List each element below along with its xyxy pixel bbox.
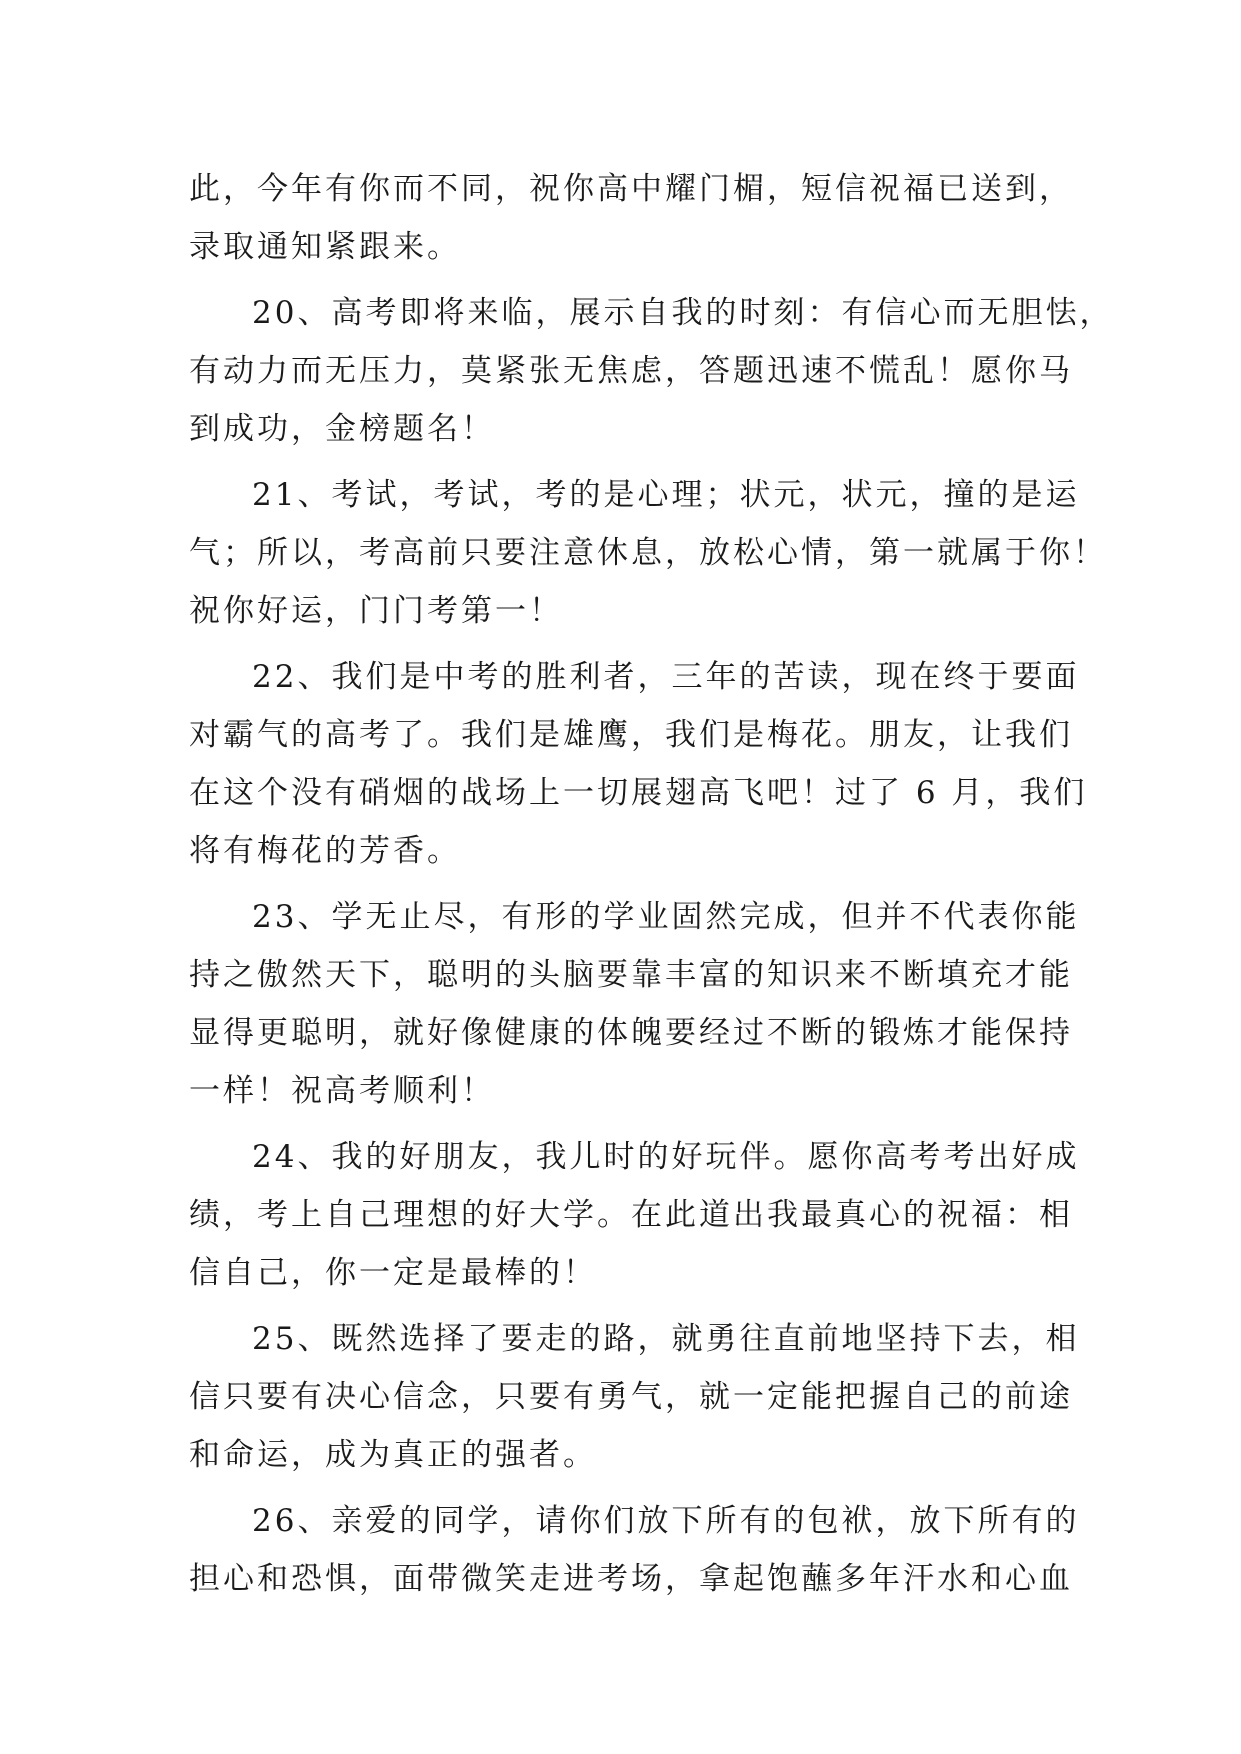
text-line: 录取通知紧跟来。 [189,229,461,265]
text-line: 持之傲然天下，聪明的头脑要靠丰富的知识来不断填充才能 [189,957,1073,993]
paragraph-item-22 [189,648,1088,880]
text-line: 25、既然选择了要走的路，就勇往直前地坚持下去，相 [252,1321,1080,1357]
text-line: 和命运，成为真正的强者。 [189,1437,597,1473]
text-line: 祝你好运，门门考第一！ [189,593,563,629]
text-line: 绩，考上自己理想的好大学。在此道出我最真心的祝福：相 [189,1197,1073,1233]
text-line: 担心和恐惧，面带微笑走进考场，拿起饱蘸多年汗水和心血 [189,1561,1073,1597]
text-line: 将有梅花的芳香。 [189,833,461,869]
paragraph-item-21 [189,466,1107,640]
paragraph-item-26 [189,1492,1080,1608]
text-line: 一样！祝高考顺利！ [189,1073,495,1109]
paragraph-item-24 [189,1128,1080,1302]
text-line: 此，今年有你而不同，祝你高中耀门楣，短信祝福已送到， [189,171,1073,207]
paragraph-item-23 [189,888,1080,1120]
paragraph-item-25 [189,1310,1080,1484]
paragraph-item-20 [189,284,1114,458]
text-line: 23、学无止尽，有形的学业固然完成，但并不代表你能 [252,899,1080,935]
text-line: 22、我们是中考的胜利者，三年的苦读，现在终于要面 [252,659,1080,695]
text-line: 气；所以，考高前只要注意休息，放松心情，第一就属于你！ [189,535,1107,571]
text-line: 20、高考即将来临，展示自我的时刻：有信心而无胆怯， [252,295,1114,331]
document-body [189,160,1114,1608]
paragraph-continuation [189,160,1073,276]
text-line: 对霸气的高考了。我们是雄鹰，我们是梅花。朋友，让我们 [189,717,1073,753]
text-line: 信自己，你一定是最棒的！ [189,1255,597,1291]
text-line: 显得更聪明，就好像健康的体魄要经过不断的锻炼才能保持 [189,1015,1073,1051]
text-line: 在这个没有硝烟的战场上一切展翅高飞吧！过了 6 月，我们 [189,775,1088,811]
text-line: 有动力而无压力，莫紧张无焦虑，答题迅速不慌乱！愿你马 [189,353,1073,389]
text-line: 信只要有决心信念，只要有勇气，就一定能把握自己的前途 [189,1379,1073,1415]
text-line: 21、考试，考试，考的是心理；状元，状元，撞的是运 [252,477,1080,513]
text-line: 到成功，金榜题名！ [189,411,495,447]
text-line: 24、我的好朋友，我儿时的好玩伴。愿你高考考出好成 [252,1139,1080,1175]
text-line: 26、亲爱的同学，请你们放下所有的包袱，放下所有的 [252,1503,1080,1539]
